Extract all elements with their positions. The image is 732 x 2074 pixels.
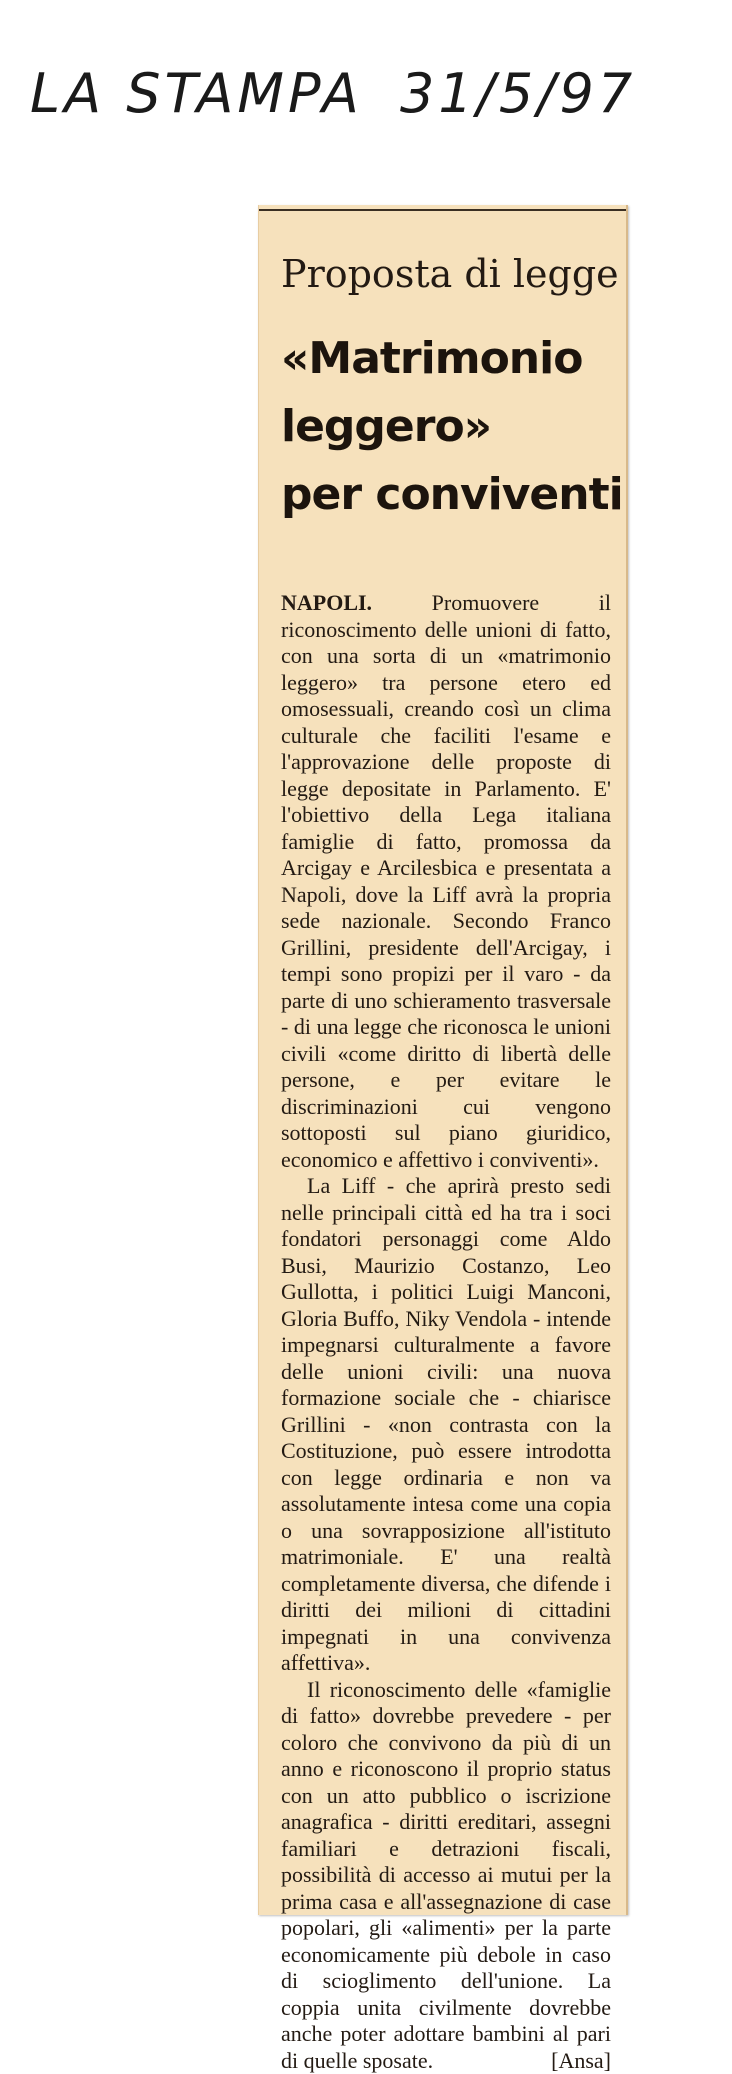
headline-line: leggero» <box>281 393 618 461</box>
source-credit: [Ansa] <box>525 2048 611 2074</box>
paragraph: La Liff - che aprirà presto sedi nelle principali città ed ha tra i soci fondatori personaggi come Aldo Busi, Maurizio Costanzo, Leo Gullotta, i politici Luigi Manconi, Gloria Buffo, Niky Vendola - intende impegnarsi culturalmente a favore delle unioni civili: una nuova formazione sociale che - chiarisce Grillini - «non contrasta con la Costituzione, può essere introdotta con legge ordinaria e non va assolutamente intesa come una copia o una sovrapposizione all'istituto matrimoniale. E' una realtà completamente diversa, che difende i diritti dei milioni di cittadini impegnati in una convivenza affettiva». <box>281 1173 611 1677</box>
paragraph <box>281 590 611 1173</box>
paragraph-text: Promuovere il riconoscimento delle unioni di fatto, con una sorta di un «matrimonio leggero» tra persone etero ed omosessuali, creando così un clima culturale che faciliti l'esame e l'approvazione delle proposte di legge depositate in Parlamento. E' l'obiettivo della Lega italiana famiglie di fatto, promossa da Arcigay e Arcilesbica e presentata a Napoli, dove la Liff avrà la propria sede nazionale. Secondo Franco Grillini, presidente dell'Arcigay, i tempi sono propizi per il varo - da parte di uno schieramento trasversale - di una legge che riconosca le unioni civili «come diritto di libertà delle persone, e per evitare le discriminazioni cui vengono sottoposti sul piano giuridico, economico e affettivo i conviventi». <box>281 590 611 1172</box>
publication-name: LA STAMPA <box>30 62 363 125</box>
paragraph-text: Il riconoscimento delle «famiglie di fatto» dovrebbe prevedere - per coloro che convivono da più di un anno e riconoscono il proprio status con un atto pubblico o iscrizione anagrafica - diritti ereditari, assegni familiari e detrazioni fiscali, possibilità di accesso ai mutui per la prima casa e all'assegnazione di case popolari, gli «alimenti» per la parte economicamente più debole in caso di scioglimento dell'unione. La coppia unita civilmente dovrebbe anche poter adottare bambini al pari di quelle sposate. <box>281 1677 611 2073</box>
handwritten-annotation <box>30 50 690 140</box>
article-body <box>281 590 611 2074</box>
kicker: Proposta di legge <box>281 255 616 293</box>
newspaper-clipping <box>258 205 628 1915</box>
dateline: NAPOLI. <box>281 590 372 615</box>
headline-line: «Matrimonio <box>281 325 618 393</box>
headline <box>281 325 618 529</box>
paragraph <box>281 1677 611 2074</box>
headline-line: per conviventi <box>281 461 618 529</box>
publication-date: 31/5/97 <box>400 62 636 125</box>
top-rule <box>259 209 626 211</box>
